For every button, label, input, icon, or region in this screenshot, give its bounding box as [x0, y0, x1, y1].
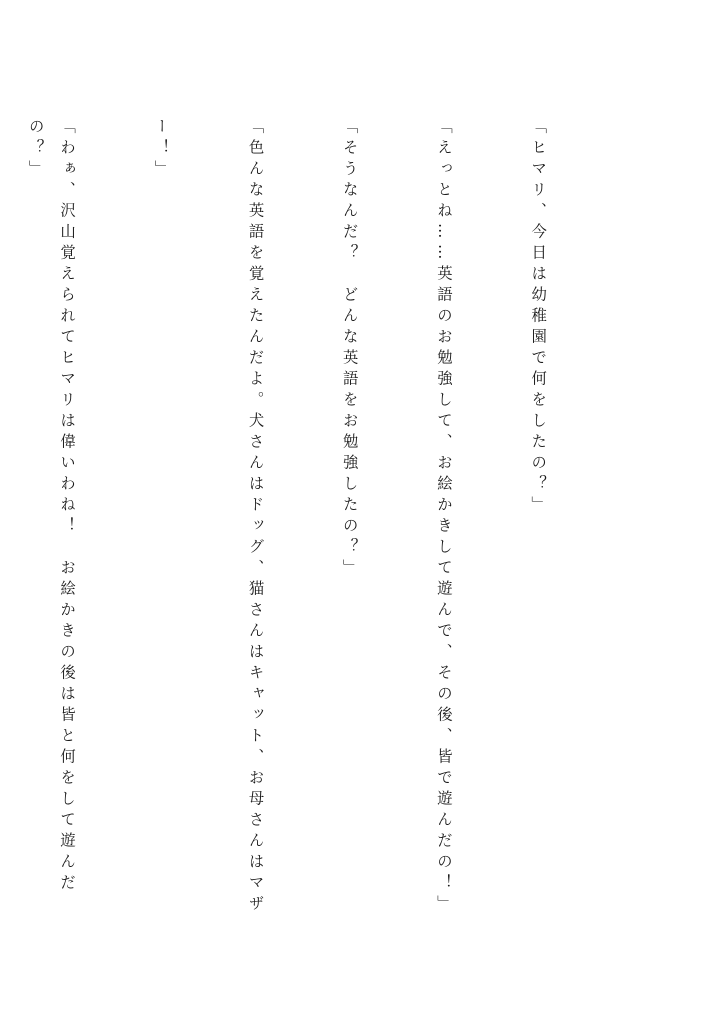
text-line: ー！」 — [152, 118, 171, 181]
text-line: 「そうなんだ？ どんな英語をお勉強したの？」 — [340, 118, 359, 580]
vertical-text-body — [0, 118, 616, 918]
text-line: 「えっとね……英語のお勉強して、お絵かきして遊んで、その後、皆で遊んだの！」 — [434, 118, 453, 916]
text-line: 「ヒマリ、今日は幼稚園で何をしたの？」 — [529, 118, 548, 517]
text-line: 「色んな英語を覚えたんだよ。犬さんはドッグ、猫さんはキャット、お母さんはマザ — [246, 118, 265, 916]
text-line: 「わぁ、沢山覚えられてヒマリは偉いわね！ お絵かきの後は皆と何をして遊んだの？」 — [26, 118, 77, 895]
